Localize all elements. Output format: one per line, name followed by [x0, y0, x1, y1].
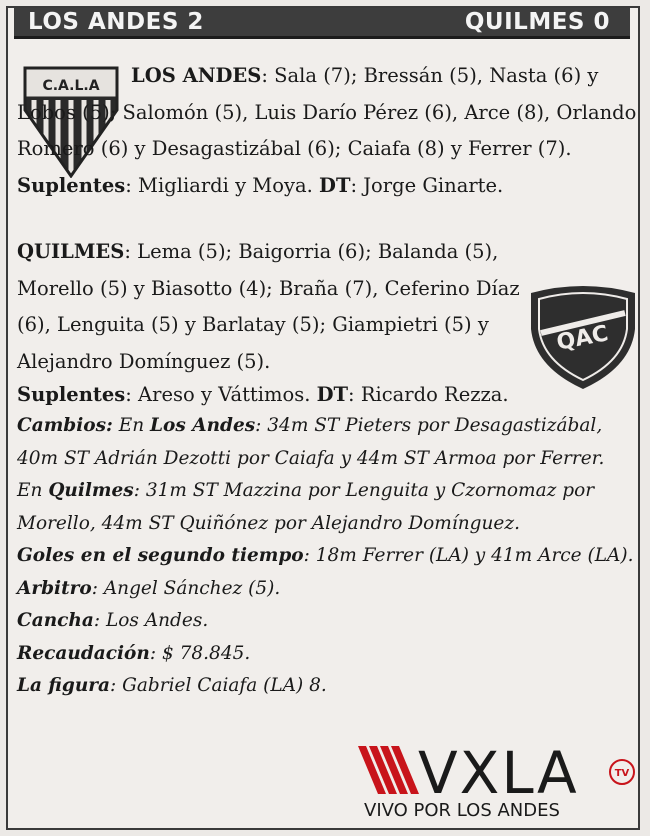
recaudacion-text: : $ 78.845. — [149, 642, 251, 664]
quilmes-dt-label: DT — [316, 383, 349, 406]
cancha-label: Cancha — [17, 610, 94, 631]
quilmes-dt: : Ricardo Rezza. — [348, 383, 509, 406]
cancha-line — [17, 605, 637, 638]
los-andes-subs-label: Suplentes — [17, 173, 126, 197]
cancha-text: : Los Andes. — [93, 610, 209, 631]
los-andes-dt-label: DT — [319, 173, 351, 197]
vxla-tagline: VIVO POR LOS ANDES — [364, 800, 560, 821]
cambios-quilmes — [17, 475, 637, 540]
figura-line — [17, 670, 637, 703]
tv-badge-text: TV — [614, 768, 630, 779]
cambios-label: Cambios: — [17, 415, 113, 436]
quilmes-lineup — [17, 234, 532, 380]
los-andes-crest-label: C.A.L.A — [42, 78, 100, 94]
match-report — [17, 58, 637, 703]
cambios-text1: : 34m ST Pieters por Desagastizábal, 40m ST Adrián Dezotti por Caiafa y 44m ST Armoa por Ferrer. — [17, 415, 605, 469]
goles-label: Goles en el segundo tiempo — [17, 545, 304, 566]
figura-text: : Gabriel Caiafa (LA) 8. — [110, 675, 327, 696]
quilmes-label: QUILMES — [17, 240, 125, 263]
cambios-pre2: En — [17, 480, 49, 501]
los-andes-label: LOS ANDES — [131, 64, 262, 87]
quilmes-players: : Lema (5); Baigorria (6); Balanda (5), Morello (5) y Biasotto (4); Braña (7), Ceferino Díaz (6), Lenguita (5) y Barlatay (5); Giampietri (5) y Alejandro Domínguez (5). — [17, 240, 520, 373]
vxla-brand: VXLA — [418, 739, 579, 807]
goles-line — [17, 540, 637, 573]
arbitro-line — [17, 573, 637, 606]
vxla-watermark-logo — [358, 738, 638, 828]
cambios-text2: : 31m ST Mazzina por Lenguita y Czornomaz por Morello, 44m ST Quiñónez por Alejandro Domínguez. — [17, 480, 595, 534]
home-score: LOS ANDES 2 — [28, 9, 204, 35]
away-score: QUILMES 0 — [464, 9, 610, 35]
recaudacion-label: Recaudación — [17, 642, 150, 664]
match-notes — [17, 410, 637, 703]
quilmes-subs-line — [17, 380, 637, 410]
goles-text: : 18m Ferrer (LA) y 41m Arce (LA). — [303, 545, 634, 566]
score-header — [14, 8, 630, 39]
quilmes-crest-label: QAC — [554, 321, 611, 356]
los-andes-dt: : Jorge Ginarte. — [350, 173, 504, 197]
los-andes-subs: : Migliardi y Moya. — [125, 173, 313, 197]
cambios-team2: Quilmes — [48, 480, 134, 501]
cambios-los-andes — [17, 410, 637, 475]
quilmes-subs-label: Suplentes — [17, 383, 126, 406]
arbitro-text: : Angel Sánchez (5). — [91, 577, 281, 599]
red-stripes-icon — [358, 746, 419, 794]
cambios-pre: En — [112, 415, 151, 436]
arbitro-label: Arbitro — [17, 577, 92, 599]
cambios-team1: Los Andes — [150, 415, 256, 436]
los-andes-players: : Sala (7); Bressán (5), Nasta (6) y Lobos (5); Salomón (5), Luis Darío Pérez (6), Arce (8), Orlando Romero (6) y Desagastizábal (6); Caiafa (8) y Ferrer (7). — [17, 64, 637, 160]
quilmes-subs: : Areso y Váttimos. — [125, 383, 311, 406]
los-andes-lineup — [17, 58, 637, 204]
recaudacion-line — [17, 638, 637, 671]
figura-label: La figura — [17, 675, 111, 696]
